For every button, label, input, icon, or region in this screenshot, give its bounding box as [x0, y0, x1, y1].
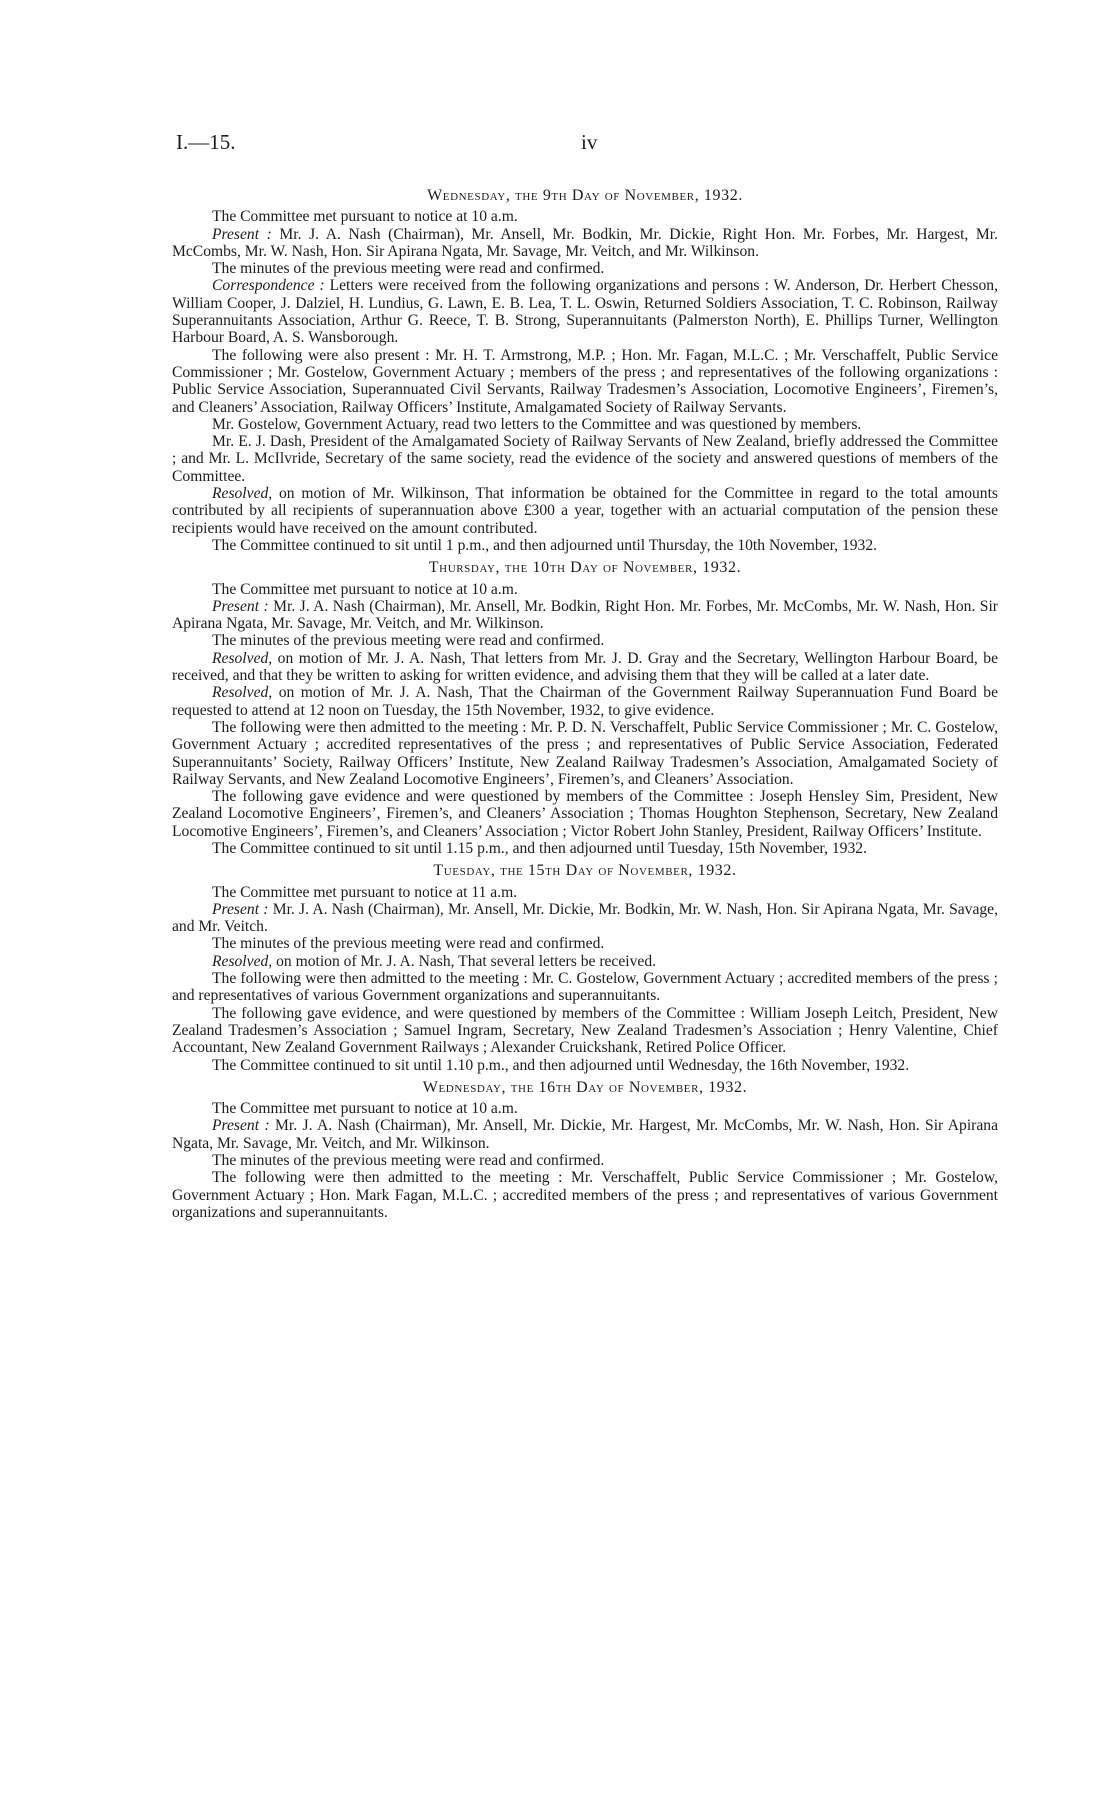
paragraph-text: The Committee continued to sit until 1.15 p.m., and then adjourned until Tuesday, 15th November, 1932. — [212, 839, 867, 857]
paragraph-text: Mr. Gostelow, Government Actuary, read two letters to the Committee and was questioned by members. — [212, 415, 862, 433]
paragraph-text: The following were then admitted to the meeting : Mr. Verschaffelt, Public Service Commissioner ; Mr. Gostelow, Government Actuary ; Hon. Mark Fagan, M.L.C. ; accredited members of the press ; and representatives of various Government organizations and superannuitants. — [172, 1169, 998, 1221]
minutes-body — [172, 182, 998, 1221]
minutes-paragraph — [172, 581, 998, 598]
paragraph-lead: Present : — [212, 900, 269, 918]
day-heading: Wednesday, the 9th Day of November, 1932. — [427, 187, 743, 204]
paragraph-text: The Committee met pursuant to notice at 11 a.m. — [212, 883, 518, 901]
paragraph-text: Mr. E. J. Dash, President of the Amalgamated Society of Railway Servants of New Zealand, briefly addressed the Committee ; and Mr. L. McIlvride, Secretary of the same society, read the evidence of the society and answered questions of members of the Committee. — [172, 433, 998, 485]
paragraph-lead: Resolved, — [212, 649, 273, 667]
paragraph-text: The Committee continued to sit until 1.10 p.m., and then adjourned until Wednesday, the 16th November, 1932. — [212, 1056, 910, 1074]
minutes-paragraph — [172, 632, 998, 649]
paragraph-text: on motion of Mr. Wilkinson, That information be obtained for the Committee in regard to the total amounts contributed by all recipients of superannuation above £300 a year, together with an actuarial computation of the pension these recipients would have received on the amount contributed. — [172, 485, 998, 537]
paragraph-lead: Present : — [212, 225, 272, 243]
meeting-day — [172, 862, 998, 1074]
paragraph-text: The following were then admitted to the meeting : Mr. P. D. N. Verschaffelt, Public Service Commissioner ; Mr. C. Gostelow, Government Actuary ; accredited representatives of the press ; and representatives of Public Service Association, Federated Superannuitants’ Society, Railway Officers’ Institute, New Zealand Railway Tradesmen’s Association, Amalgamated Society of Railway Servants, and New Zealand Locomotive Engineers’, Firemen’s, and Cleaners’ Association. — [172, 718, 998, 788]
minutes-paragraph — [172, 226, 998, 261]
page-header — [0, 130, 1114, 160]
paragraph-text: The Committee continued to sit until 1 p.m., and then adjourned until Thursday, the 10th November, 1932. — [212, 536, 878, 554]
minutes-paragraph — [172, 260, 998, 277]
minutes-paragraph — [172, 684, 998, 719]
paragraph-text: The Committee met pursuant to notice at 10 a.m. — [212, 208, 518, 226]
paragraph-lead: Resolved, — [212, 485, 273, 503]
page-number: iv — [581, 130, 598, 154]
minutes-paragraph — [172, 1169, 998, 1221]
minutes-paragraph — [172, 650, 998, 685]
paragraph-text: The minutes of the previous meeting were read and confirmed. — [212, 632, 605, 650]
paragraph-text: on motion of Mr. J. A. Nash, That the Chairman of the Government Railway Superannuation Fund Board be requested to attend at 12 noon on Tuesday, the 15th November, 1932, to give evidence. — [172, 684, 998, 719]
paragraph-text: The minutes of the previous meeting were read and confirmed. — [212, 260, 605, 278]
minutes-paragraph — [172, 1005, 998, 1057]
minutes-paragraph — [172, 208, 998, 225]
paragraph-text: The Committee met pursuant to notice at 10 a.m. — [212, 580, 518, 598]
minutes-paragraph — [172, 884, 998, 901]
paragraph-text: The following were then admitted to the meeting : Mr. C. Gostelow, Government Actuary ; accredited members of the press ; and representatives of various Government organizations and superannuitants. — [172, 970, 998, 1005]
minutes-paragraph — [172, 953, 998, 970]
minutes-paragraph — [172, 719, 998, 788]
paragraph-text: Mr. J. A. Nash (Chairman), Mr. Ansell, Mr. Dickie, Mr. Hargest, Mr. McCombs, Mr. W. Nash, Hon. Sir Apirana Ngata, Mr. Savage, Mr. Veitch, and Mr. Wilkinson. — [172, 1117, 998, 1152]
minutes-paragraph — [172, 1057, 998, 1074]
minutes-paragraph — [172, 1100, 998, 1117]
minutes-paragraph — [172, 537, 998, 554]
paragraph-text: on motion of Mr. J. A. Nash, That several letters be received. — [272, 952, 657, 970]
minutes-paragraph — [172, 277, 998, 346]
minutes-paragraph — [172, 1117, 998, 1152]
minutes-paragraph — [172, 485, 998, 537]
paragraph-text: Letters were received from the following organizations and persons : W. Anderson, Dr. Herbert Chesson, William Cooper, J. Dalziel, H. Lundius, G. Lawn, E. B. Lea, T. L. Oswin, Returned Soldiers Association, T. C. Robinson, Railway Superannuitants Association, Arthur G. Reece, T. B. Strong, Superannuitants (Palmerston North), E. Phillips Turner, Wellington Harbour Board, A. S. Wansborough. — [172, 277, 998, 347]
day-heading: Thursday, the 10th Day of November, 1932. — [428, 559, 742, 577]
minutes-paragraph — [172, 416, 998, 433]
paragraph-text: The minutes of the previous meeting were read and confirmed. — [212, 1152, 605, 1170]
minutes-paragraph — [172, 970, 998, 1005]
paragraph-lead: Resolved, — [212, 684, 273, 702]
minutes-paragraph — [172, 433, 998, 485]
minutes-paragraph — [172, 347, 998, 416]
minutes-paragraph — [172, 840, 998, 857]
paragraph-lead: Correspondence : — [212, 277, 325, 295]
paragraph-text: Mr. J. A. Nash (Chairman), Mr. Ansell, Mr. Dickie, Mr. Bodkin, Mr. W. Nash, Hon. Sir Apirana Ngata, Mr. Savage, and Mr. Veitch. — [172, 900, 998, 936]
day-heading: Wednesday, the 16th Day of November, 1932. — [422, 1078, 748, 1096]
paragraph-text: The Committee met pursuant to notice at 10 a.m. — [212, 1100, 518, 1118]
paragraph-text: The following were also present : Mr. H. T. Armstrong, M.P. ; Hon. Mr. Fagan, M.L.C. ; Mr. Verschaffelt, Public Service Commissioner ; Mr. Gostelow, Government Actuary ; members of the press ; and representatives of the following organizations : Public Service Association, Superannuated Civil Servants, Railway Tradesmen’s Association, Locomotive Engineers’, Firemen’s, and Cleaners’ Association, Railway Officers’ Institute, Amalgamated Society of Railway Servants. — [172, 346, 998, 416]
paragraph-lead: Resolved, — [212, 952, 273, 970]
paragraph-lead: Present : — [212, 1117, 270, 1135]
paragraph-text: The minutes of the previous meeting were read and confirmed. — [212, 935, 605, 953]
paragraph-lead: Present : — [212, 597, 269, 615]
minutes-paragraph — [172, 1152, 998, 1169]
meeting-day — [172, 559, 998, 857]
minutes-paragraph — [172, 935, 998, 952]
meeting-day — [172, 1079, 998, 1221]
paragraph-text: Mr. J. A. Nash (Chairman), Mr. Ansell, Mr. Bodkin, Mr. Dickie, Right Hon. Mr. Forbes, Mr. Hargest, Mr. McCombs, Mr. W. Nash, Hon. Sir Apirana Ngata, Mr. Savage, Mr. Veitch, and Mr. Wilkinson. — [172, 225, 998, 260]
minutes-paragraph — [172, 901, 998, 936]
meeting-day — [172, 187, 998, 554]
day-heading: Tuesday, the 15th Day of November, 1932. — [433, 862, 737, 880]
paragraph-text: on motion of Mr. J. A. Nash, That letters from Mr. J. D. Gray and the Secretary, Wellington Harbour Board, be received, and that they be written to asking for written evidence, and advising them that they will be called at a later date. — [172, 649, 998, 685]
minutes-paragraph — [172, 598, 998, 633]
paragraph-text: Mr. J. A. Nash (Chairman), Mr. Ansell, Mr. Bodkin, Right Hon. Mr. Forbes, Mr. McCombs, Mr. W. Nash, Hon. Sir Apirana Ngata, Mr. Savage, Mr. Veitch, and Mr. Wilkinson. — [172, 597, 998, 633]
paragraph-text: The following gave evidence and were questioned by members of the Committee : Joseph Hensley Sim, President, New Zealand Locomotive Engineers’, Firemen’s, and Cleaners’ Association ; Thomas Houghton Stephenson, Secretary, New Zealand Locomotive Engineers’, Firemen’s, and Cleaners’ Association ; Victor Robert John Stanley, President, Railway Officers’ Institute. — [172, 788, 998, 840]
minutes-paragraph — [172, 788, 998, 840]
paragraph-text: The following gave evidence, and were questioned by members of the Committee : William Joseph Leitch, President, New Zealand Tradesmen’s Association ; Samuel Ingram, Secretary, New Zealand Tradesmen’s Association ; Henry Valentine, Chief Accountant, New Zealand Government Railways ; Alexander Cruickshank, Retired Police Officer. — [172, 1004, 998, 1057]
document-reference: I.—15. — [176, 130, 236, 154]
